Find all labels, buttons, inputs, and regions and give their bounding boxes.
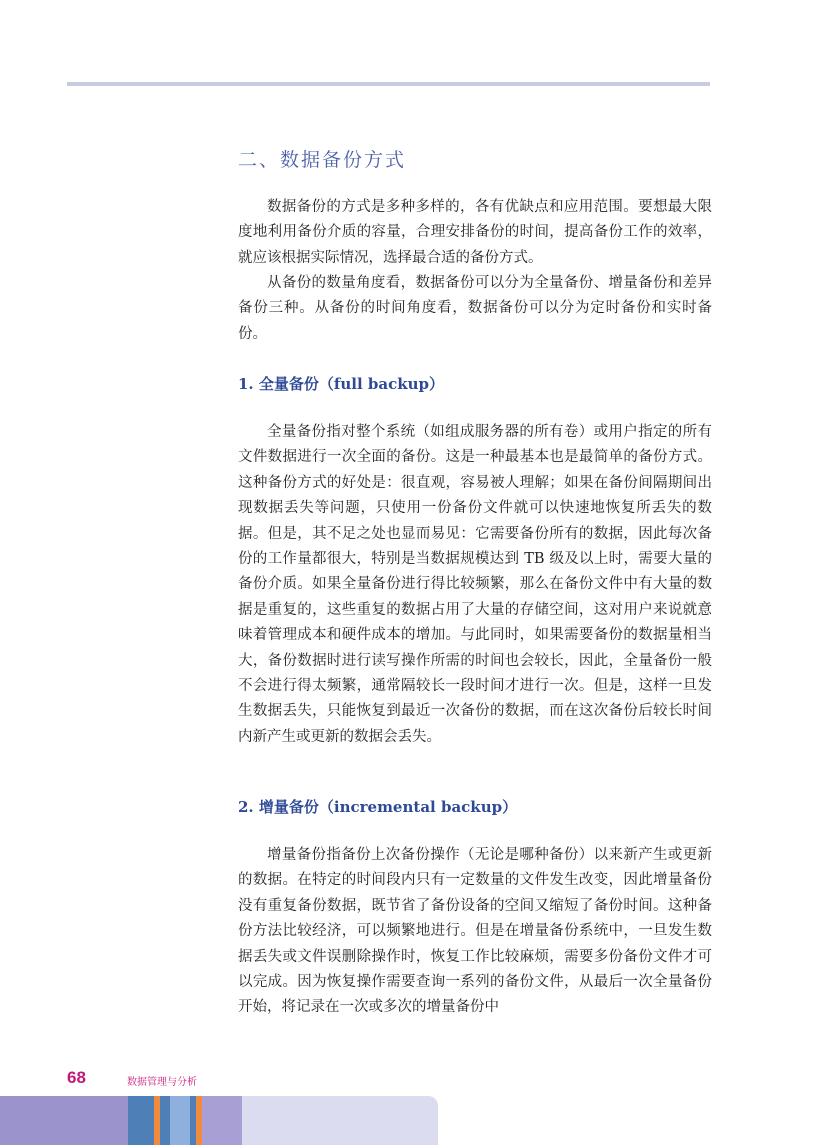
band-segment [0, 1096, 128, 1145]
incremental-backup-paragraph: 增量备份指备份上次备份操作（无论是哪种备份）以来新产生或更新的数据。在特定的时间段内只有一定数量的文件发生改变，因此增量备份没有重复备份数据，既节省了备份设备的空间又缩短了备份时间。这种备份方法比较经济，可以频繁地进行。但是在增量备份系统中，一旦发生数据丢失或文件误删除操作时，恢复工作比较麻烦，需要多份备份文件才可以完成。因为恢复操作需要查询一系列的备份文件，从最后一次全量备份开始，将记录在一次或多次的增量备份中 [238, 847, 712, 1016]
subheading-full-backup: 1. 全量备份（full backup） [238, 375, 444, 393]
band-segment [160, 1096, 170, 1145]
intro-paragraph-2: 从备份的数量角度看，数据备份可以分为全量备份、增量备份和差异备份三种。从备份的时间角度看，数据备份可以分为定时备份和实时备份。 [238, 275, 712, 342]
band-segment [242, 1096, 438, 1145]
footer-decorative-band [0, 1096, 438, 1145]
band-segment [128, 1096, 154, 1145]
header-rule [67, 82, 710, 86]
book-title: 数据管理与分析 [127, 1077, 197, 1088]
band-segment [202, 1096, 242, 1145]
subheading-incremental-backup: 2. 增量备份（incremental backup） [238, 798, 518, 816]
section-title: 二、数据备份方式 [238, 149, 407, 171]
intro-paragraph-1: 数据备份的方式是多种多样的，各有优缺点和应用范围。要想最大限度地利用备份介质的容量，合理安排备份的时间，提高备份工作的效率，就应该根据实际情况，选择最合适的备份方式。 [238, 199, 712, 266]
band-segment [170, 1096, 190, 1145]
page-number: 68 [67, 1068, 86, 1087]
full-backup-paragraph: 全量备份指对整个系统（如组成服务器的所有卷）或用户指定的所有文件数据进行一次全面的备份。这是一种最基本也是最简单的备份方式。这种备份方式的好处是：很直观，容易被人理解；如果在备份间隔期间出现数据丢失等问题，只使用一份备份文件就可以快速地恢复所丢失的数据。但是，其不足之处也显而易见：它需要备份所有的数据，因此每次备份的工作量都很大，特别是当数据规模达到 TB 级及以上时，需要大量的备份介质。如果全量备份进行得比较频繁，那么在备份文件中有大量的数据是重复的，这些重复的数据占用了大量的存储空间，这对用户来说就意味着管理成本和硬件成本的增加。与此同时，如果需要备份的数据量相当大，备份数据时进行读写操作所需的时间也会较长，因此，全量备份一般不会进行得太频繁，通常隔较长一段时间才进行一次。但是，这样一旦发生数据丢失，只能恢复到最近一次备份的数据，而在这次备份后较长时间内新产生或更新的数据会丢失。 [238, 424, 712, 745]
